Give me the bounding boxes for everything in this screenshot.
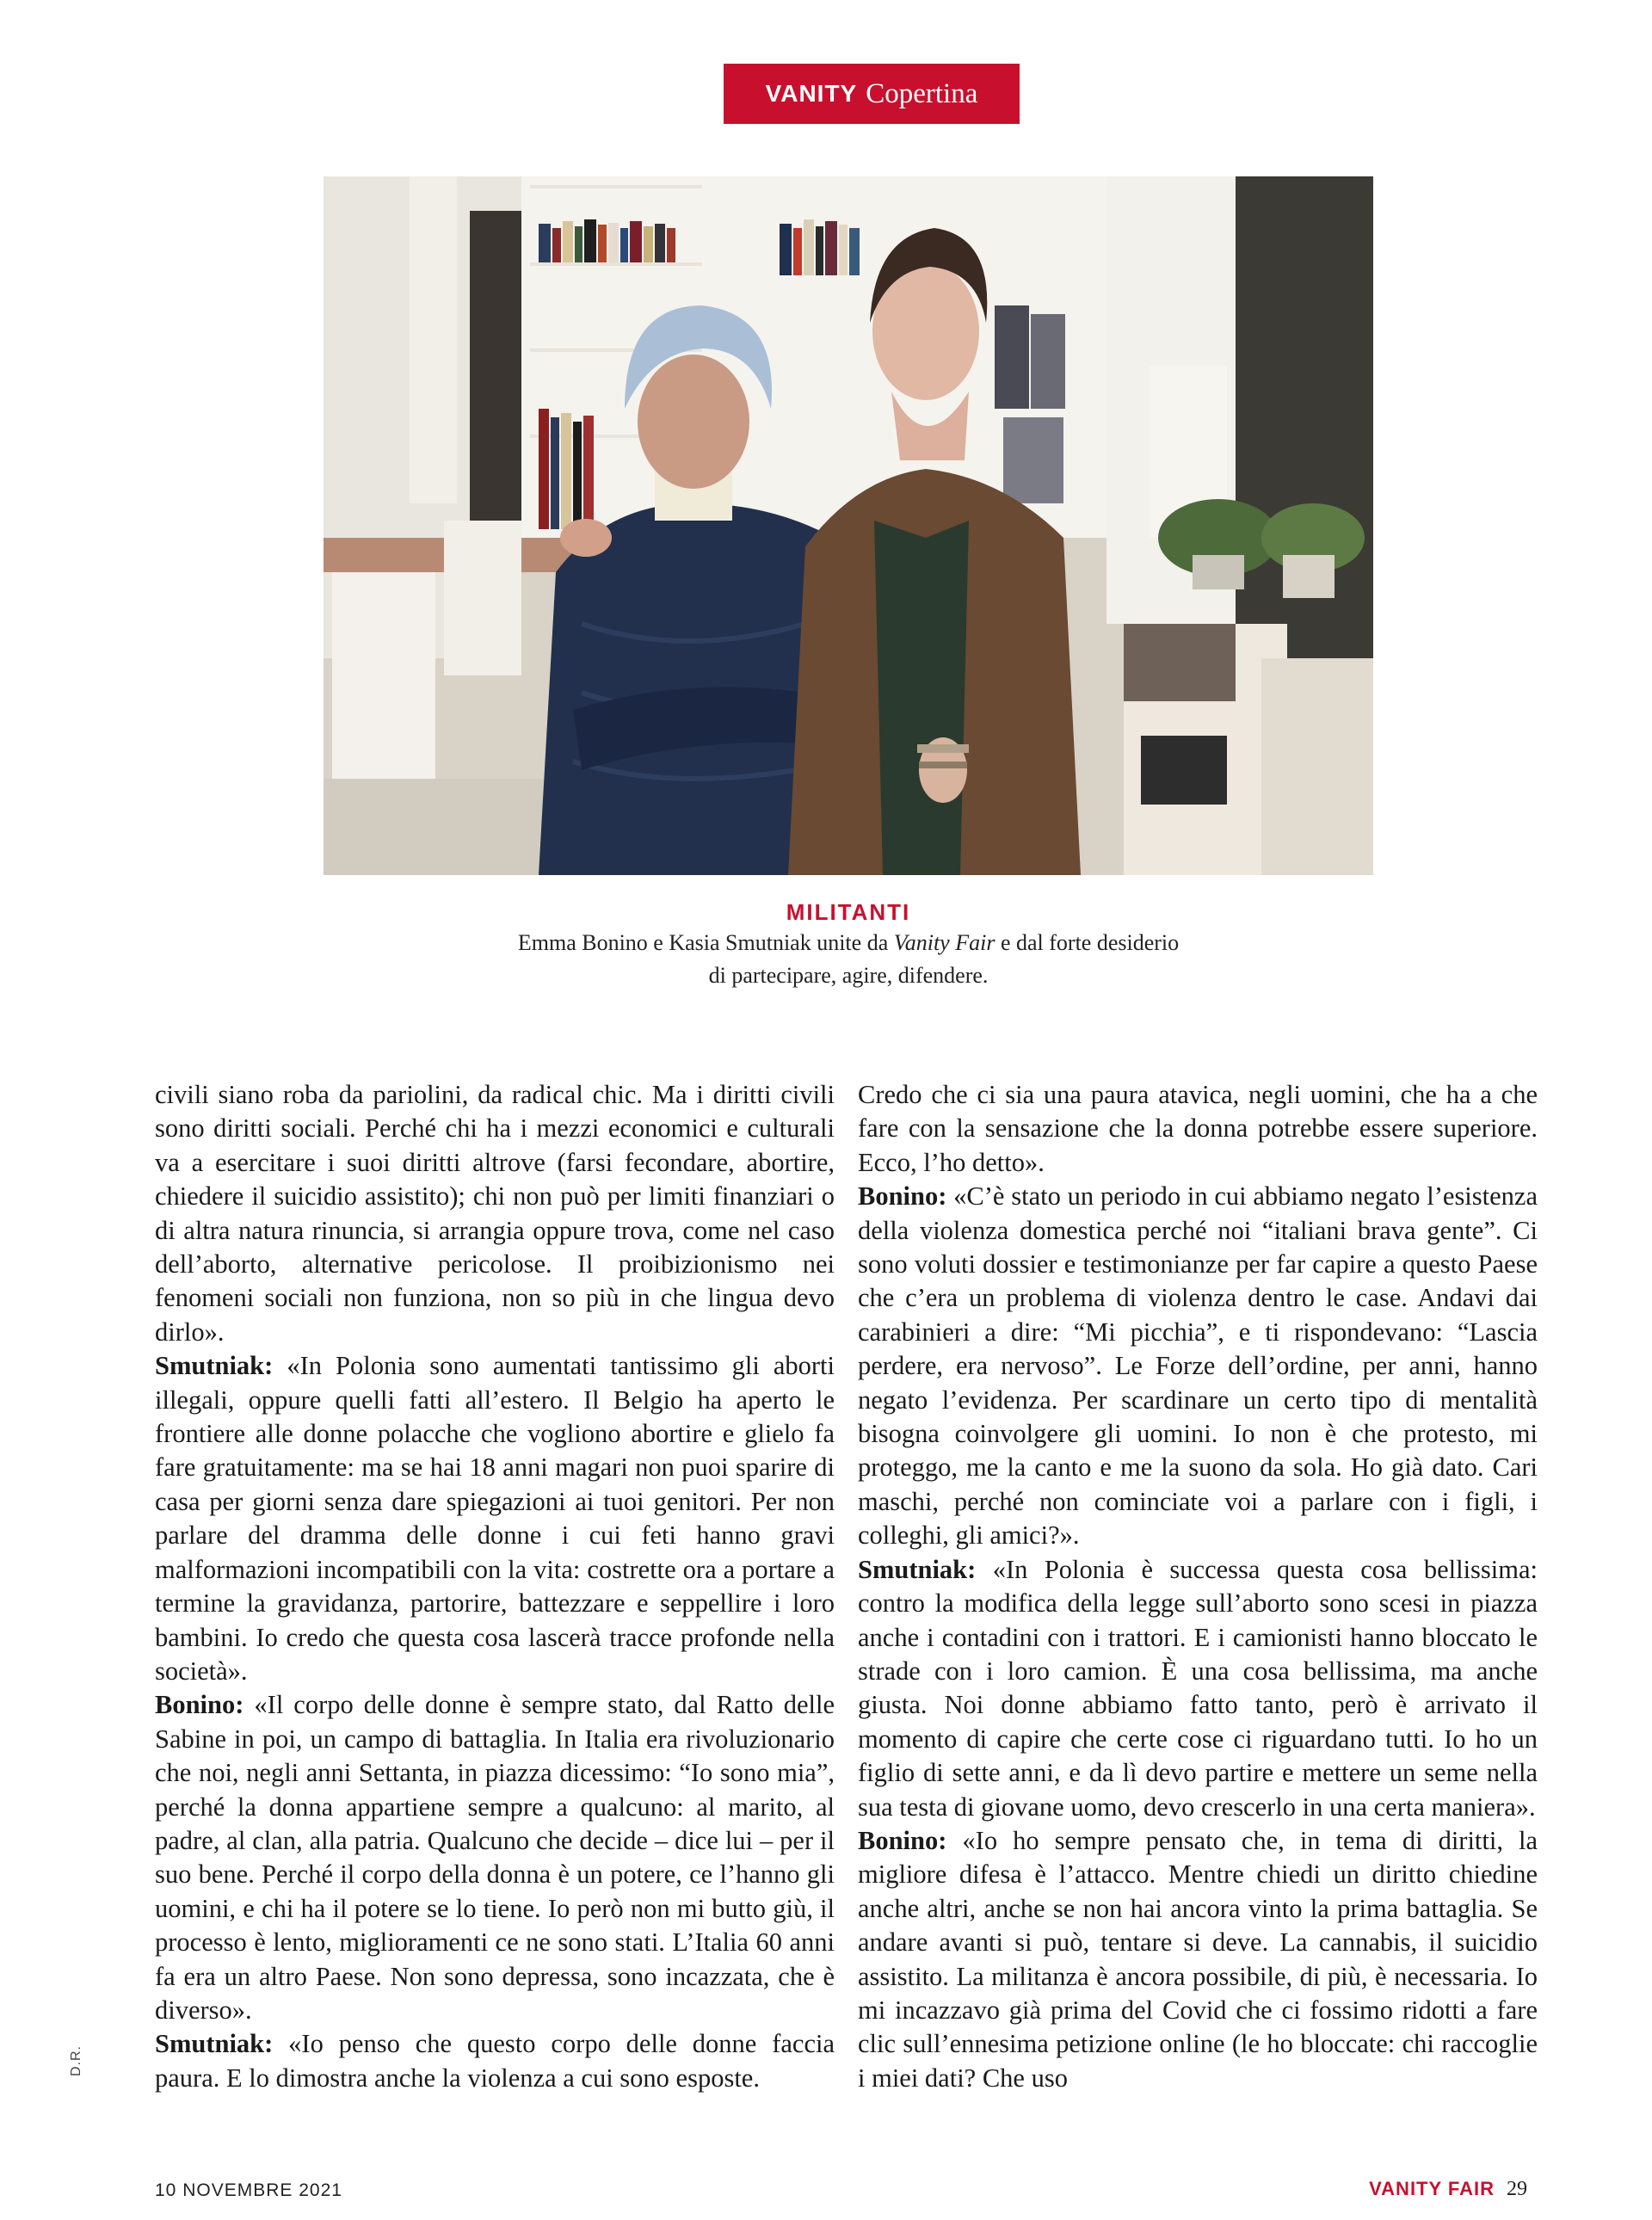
photo-caption — [324, 897, 1373, 992]
paragraph — [155, 1078, 835, 1349]
paragraph-text: «Io penso che questo corpo delle donne faccia paura. E lo dimostra anche la violenza a cui sono esposte. — [155, 2029, 835, 2093]
paragraph-text: civili siano roba da pariolini, da radical chic. Ma i diritti civili sono diritti sociali. Perché chi ha i mezzi economici e culturali va a esercitare i suoi diritti altrove (farsi fecondare, abortire, chiedere il suicidio assistito); chi non può per limiti finanziari o di altra natura rinuncia, si arrangia oppure trova, come nel caso dell’aborto, alternative pericolose. Il proibizionismo nei fenomeni sociali non funziona, non so più in che lingua devo dirlo». — [155, 1080, 835, 1347]
section-brand: VANITY — [765, 80, 858, 107]
paragraph-text: «C’è stato un periodo in cui abbiamo negato l’esistenza della violenza domestica perché noi “italiani brava gente”. Ci sono voluti dossier e testimonianze per far capire a questo Paese che c’era un problema di violenza dentro le case. Andavi dai carabinieri a dire: “Mi picchia”, e ti rispondevano: “Lascia perdere, era nervoso”. Le Forze dell’ordine, per anni, hanno negato l’evidenza. Per scardinare un certo tipo di mentalità bisogna coinvolgere gli uomini. Io non è che protesto, mi proteggo, me la canto e me la suono da sola. Ho già dato. Cari maschi, perché non cominciate voi a parlare con i figli, i colleghi, gli amici?». — [858, 1181, 1538, 1551]
paragraph-text: «In Polonia sono aumentati tantissimo gli aborti illegali, oppure quelli fatti all’estero. Il Belgio ha aperto le frontiere alle donne polacche che vogliono abortire e glielo fa fare gratuitamente: ma se hai 18 anni magari non puoi sparire di casa per giorni senza dare spiegazioni ai tuoi genitori. Per non parlare del dramma delle donne i cui feti hanno gravi malformazioni incompatibili con la vita: costrette ora a portare a termine la gravidanza, partorire, battezzare e seppellire i loro bambini. Io credo che questa cosa lascerà tracce profonde nella società». — [155, 1351, 835, 1686]
article-column-right — [858, 1078, 1538, 2095]
page-number: 29 — [1507, 2178, 1527, 2200]
cover-photo — [324, 176, 1373, 875]
section-name: Copertina — [866, 77, 978, 109]
paragraph — [858, 1078, 1538, 1180]
caption-line2: di partecipare, agire, difendere. — [708, 963, 989, 988]
paragraph — [858, 1824, 1538, 2095]
paragraph — [858, 1180, 1538, 1552]
paragraph — [858, 1553, 1538, 1824]
paragraph — [155, 1349, 835, 1688]
footer-date: 10 NOVEMBRE 2021 — [155, 2180, 342, 2200]
caption-line1-start: Emma Bonino e Kasia Smutniak unite da — [517, 930, 894, 955]
paragraph — [155, 1688, 835, 2027]
caption-text — [324, 927, 1373, 992]
paragraph-text: «In Polonia è successa questa cosa bellissima: contro la modifica della legge sull’aborto sono scesi in piazza anche i contadini con i trattori. E i camionisti hanno bloccato le strade con i loro camion. È una cosa bellissima, ma anche giusta. Noi donne abbiamo fatto tanto, però è arrivato il momento di capire che certe cose ci riguardano tutti. Io ho un figlio di sette anni, e da lì devo partire e mettere un seme nella sua testa di giovane uomo, devo crescerlo in una certa maniera». — [858, 1554, 1538, 1822]
caption-kicker: MILITANTI — [786, 899, 911, 925]
paragraph-text: «Il corpo delle donne è sempre stato, dal Ratto delle Sabine in poi, un campo di battaglia. In Italia era rivoluzionario che noi, negli anni Settanta, in piazza dicessimo: “Io sono mia”, perché la donna appartiene sempre a qualcuno: al marito, al padre, al clan, alla patria. Qualcuno che decide – dice lui – per il suo bene. Perché il corpo della donna è un potere, ce l’hanno gli uomini, e chi ha il potere se lo tiene. Io però non mi butto giù, il processo è lento, miglioramenti ce ne sono stati. L’Italia 60 anni fa era un altro Paese. Non sono depressa, sono incazzata, che è diverso». — [155, 1690, 835, 2025]
article-column-left — [155, 1078, 835, 2095]
paragraph — [155, 2027, 835, 2095]
footer-brand: VANITY FAIR — [1369, 2178, 1495, 2199]
speaker-name: Smutniak: — [858, 1554, 977, 1584]
speaker-name: Smutniak: — [155, 1351, 274, 1381]
caption-magazine-name: Vanity Fair — [893, 930, 996, 955]
section-tag — [724, 64, 1020, 124]
speaker-name: Bonino: — [155, 1690, 244, 1720]
speaker-name: Smutniak: — [155, 2029, 274, 2059]
caption-line1-end: e dal forte desiderio — [995, 930, 1180, 955]
paragraph-text: «Io ho sempre pensato che, in tema di diritti, la migliore difesa è l’attacco. Mentre chiedi un diritto chiedine anche altri, anche se non hai ancora vinto la prima battaglia. Se andare avanti si può, tentare si deve. La cannabis, il suicidio assistito. La militanza è ancora possibile, di più, è necessaria. Io mi incazzavo già prima del Covid che ci fossimo ridotti a fare clic sull’ennesima petizione online (le ho bloccate: chi raccoglie i miei dati? Che uso — [858, 1825, 1538, 2093]
paragraph-text: Credo che ci sia una paura atavica, negli uomini, che ha a che fare con la sensazione che la donna potrebbe essere superiore. Ecco, l’ho detto». — [858, 1080, 1538, 1177]
speaker-name: Bonino: — [858, 1825, 947, 1855]
footer-folio — [1369, 2178, 1527, 2201]
photo-credit: D.R. — [69, 2045, 83, 2076]
speaker-name: Bonino: — [858, 1181, 947, 1212]
